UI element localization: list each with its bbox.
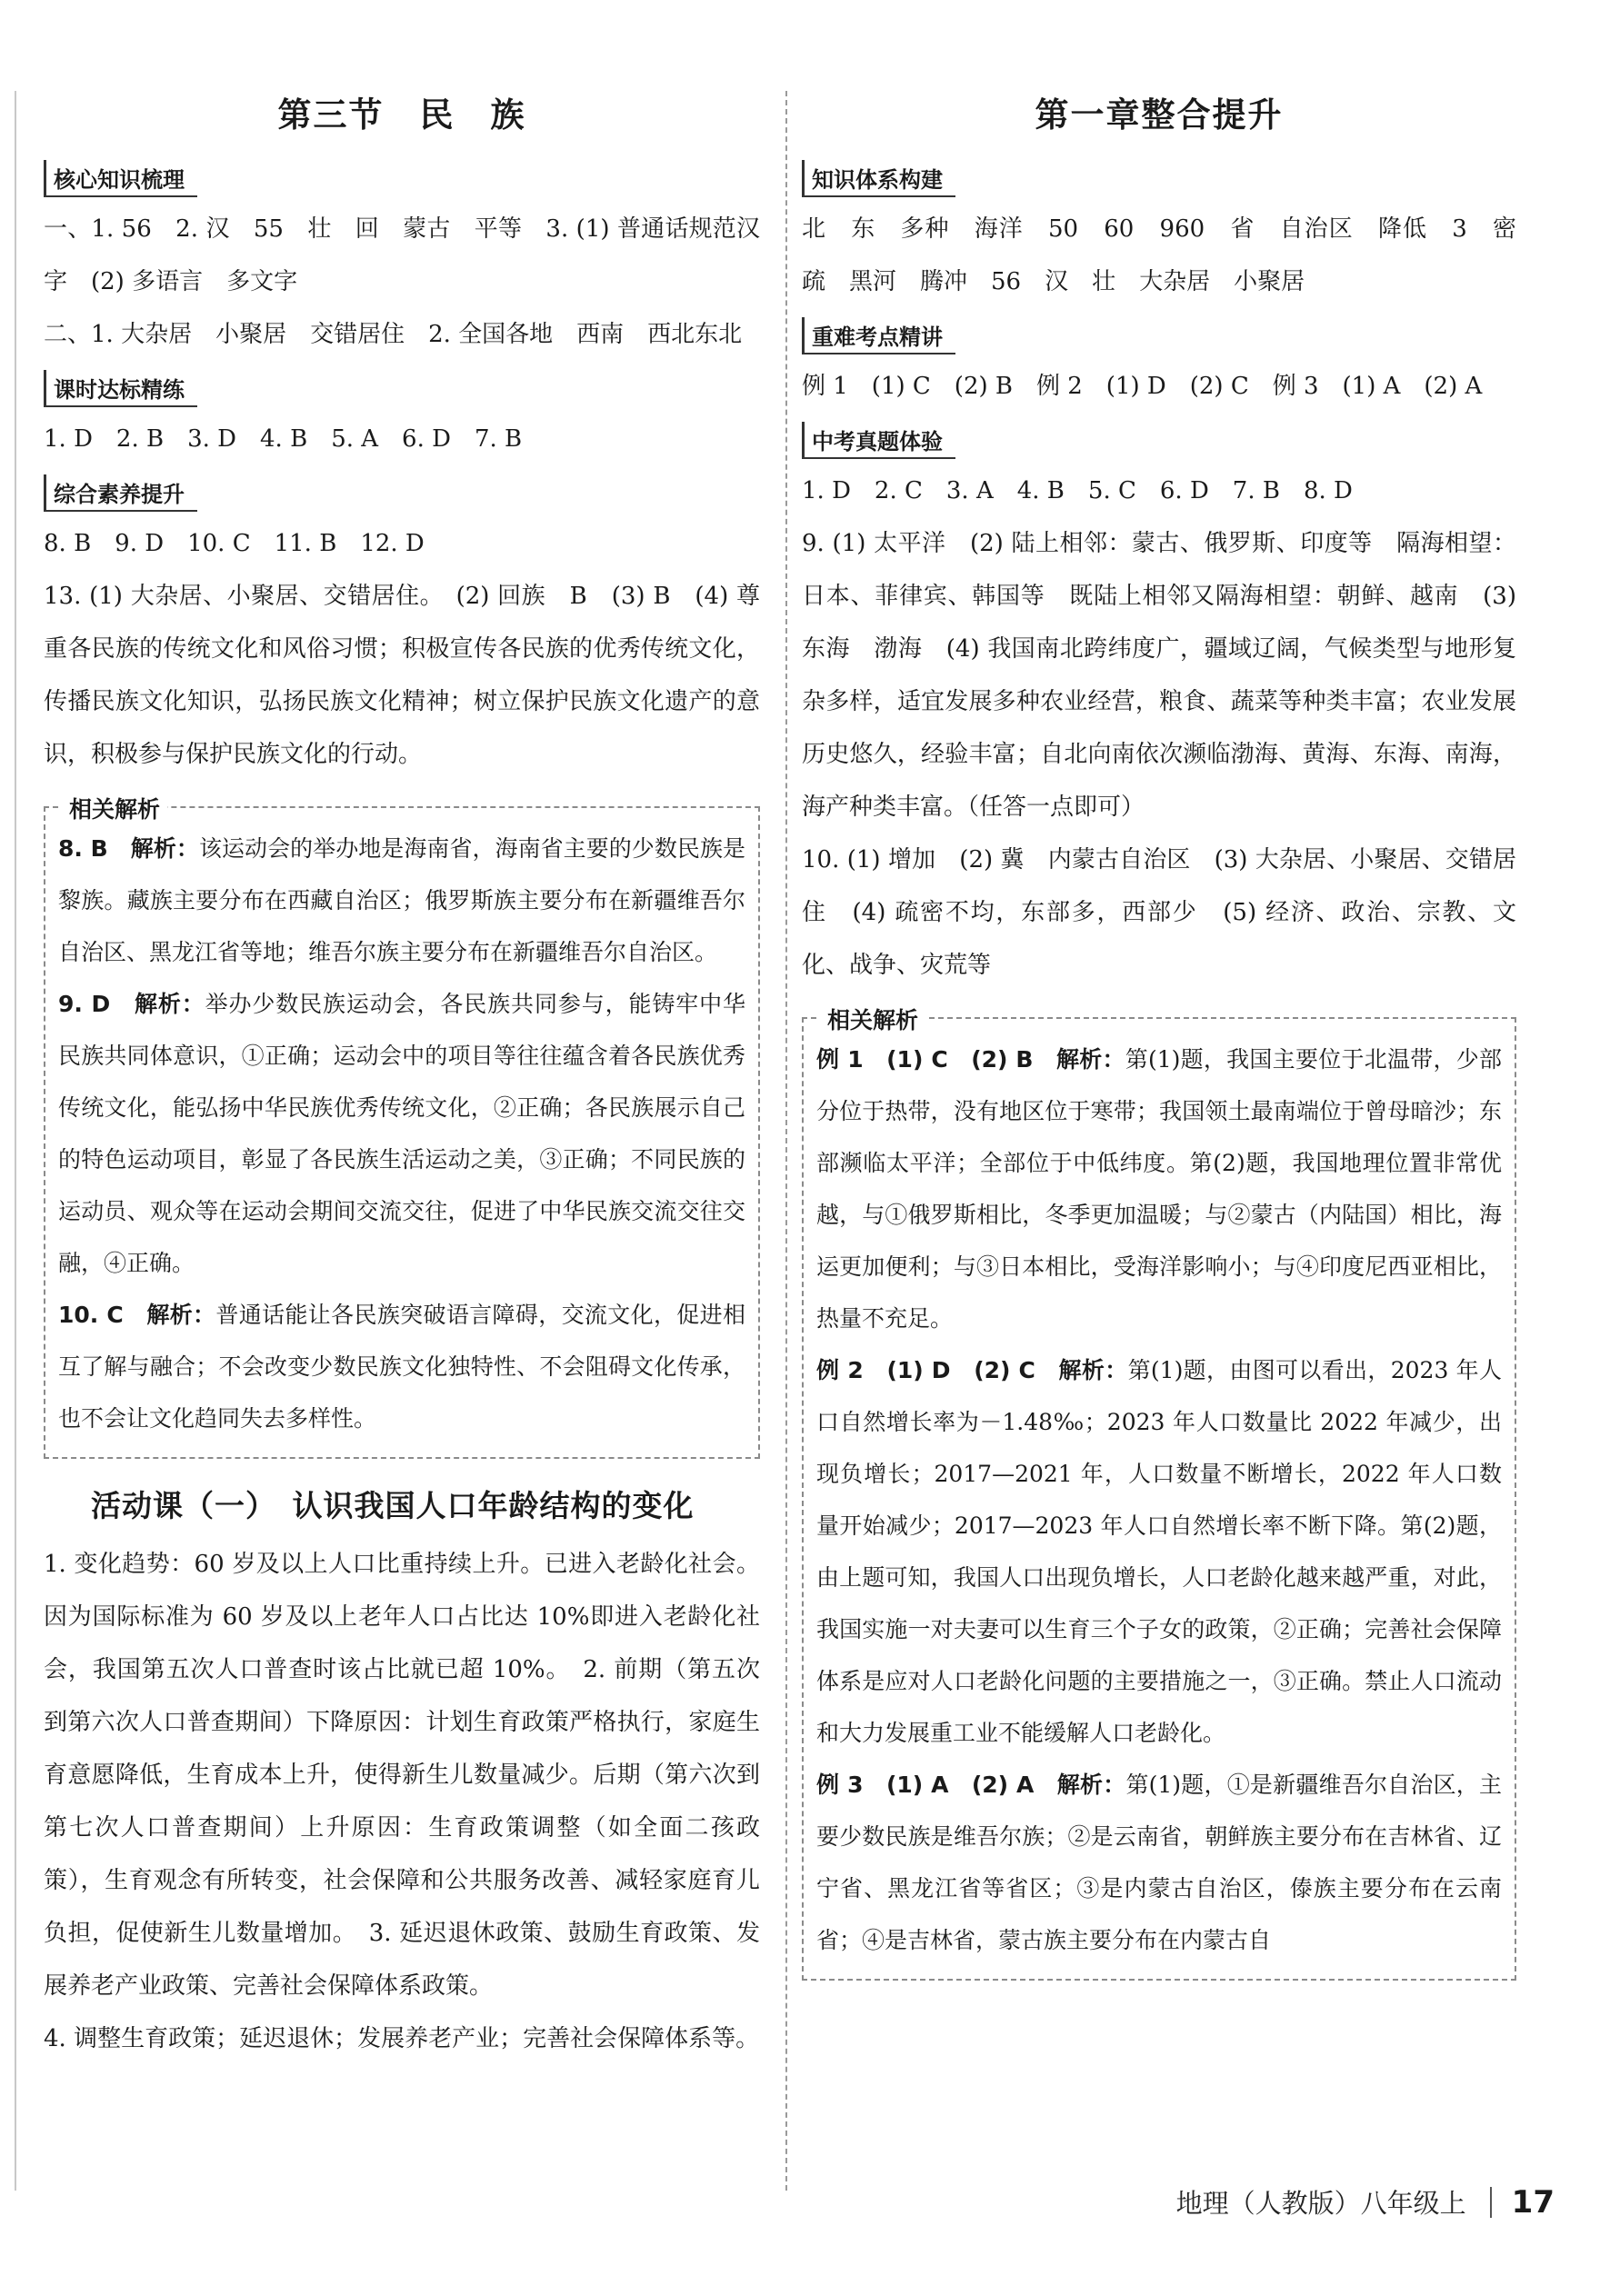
analysis-text: 举办少数民族运动会，各民族共同参与，能铸牢中华民族共同体意识，①正确；运动会中的项目等往往蕴含着各民族优秀传统文化，能弘扬中华民族优秀传统文化，②正确；各民族展示自己的特色运动项目，彰显了各民族生活运动之美，③正确；不同民族的运动员、观众等在运动会期间交流交往，促进了中华民族交流交往交融，④正确。 bbox=[58, 991, 745, 1276]
analysis-item bbox=[58, 978, 745, 1289]
heading-core-knowledge: 核心知识梳理 bbox=[44, 160, 197, 197]
analysis-text: 第(1)题，我国主要位于北温带，少部分位于热带，没有地区位于寒带；我国领土最南端位于曾母暗沙；东部濒临太平洋；全部位于中低纬度。第(2)题，我国地理位置非常优越，与①俄罗斯相比，冬季更加温暖；与②蒙古（内陆国）相比，海运更加便利；与③日本相比，受海洋影响小；与④印度尼西亚相比，热量不充足。 bbox=[816, 1046, 1502, 1332]
analysis-item bbox=[816, 1344, 1502, 1759]
answer-line: 二、1. 大杂居 小聚居 交错居住 2. 全国各地 西南 西北东北 bbox=[44, 321, 743, 348]
footer-divider bbox=[1490, 2187, 1492, 2218]
answer-line: 例 1 (1) C (2) B 例 2 (1) D (2) C 例 3 (1) A (2) A bbox=[802, 373, 1483, 400]
answer-line: 13. (1) 大杂居、小聚居、交错居住。 (2) 回族 B (3) B (4) 尊重各民族的传统文化和风俗习惯；积极宣传各民族的优秀传统文化，传播民族文化知识，弘扬民族文化精神；树立保护民族文化遗产的意识，积极参与保护民族文化的行动。 bbox=[44, 583, 760, 768]
left-margin-rule bbox=[15, 91, 16, 2191]
heading-knowledge-system: 知识体系构建 bbox=[802, 160, 955, 197]
column-divider bbox=[785, 91, 787, 2191]
analysis-key: 例 2 (1) D (2) C 解析： bbox=[816, 1357, 1128, 1383]
analysis-text: 第(1)题，①是新疆维吾尔自治区，主要少数民族是维吾尔族；②是云南省，朝鲜族主要分布在吉林省、辽宁省、黑龙江省等省区；③是内蒙古自治区，傣族主要分布在云南省；④是吉林省，蒙古族主要分布在内蒙古自 bbox=[816, 1772, 1502, 1953]
analysis-text: 该运动会的举办地是海南省，海南省主要的少数民族是黎族。藏族主要分布在西藏自治区；俄罗斯族主要分布在新疆维吾尔自治区、黑龙江省等地；维吾尔族主要分布在新疆维吾尔自治区。 bbox=[58, 835, 745, 965]
analysis-item bbox=[816, 1033, 1502, 1344]
analysis-item bbox=[58, 823, 745, 978]
analysis-text: 普通话能让各民族突破语言障碍，交流文化，促进相互了解与融合；不会改变少数民族文化独特性、不会阻碍文化传承，也不会让文化趋同失去多样性。 bbox=[58, 1302, 745, 1432]
subject-label: 地理（人教版）八年级上 bbox=[1175, 2188, 1466, 2219]
answer-line: 10. (1) 增加 (2) 冀 内蒙古自治区 (3) 大杂居、小聚居、交错居住 (4) 疏密不均，东部多，西部少 (5) 经济、政治、宗教、文化、战争、灾荒等 bbox=[802, 846, 1516, 979]
chapter-title: 第一章整合提升 bbox=[1035, 95, 1284, 135]
analysis-box bbox=[44, 796, 760, 1459]
analysis-text: 第(1)题，由图可以看出，2023 年人口自然增长率为－1.48‰；2023 年人口数量比 2022 年减少，出现负增长；2017—2021 年，人口数量不断增长，2022 年人口数量开始减少；2017—2023 年人口自然增长率不断下降。第(2)题，由上题可知，我国人口出现负增长，人口老龄化越来越严重，对此，我国实施一对夫妻可以生育三个子女的政策，②正确；完善社会保障体系是应对人口老龄化问题的主要措施之一，③正确。禁止人口流动和大力发展重工业不能缓解人口老龄化。 bbox=[816, 1357, 1502, 1746]
analysis-item bbox=[816, 1759, 1502, 1966]
page-footer bbox=[1176, 2183, 1555, 2221]
heading-lesson-practice: 课时达标精练 bbox=[44, 370, 197, 407]
analysis-box bbox=[802, 1007, 1516, 1981]
answer-line: 1. D 2. B 3. D 4. B 5. A 6. D 7. B bbox=[44, 425, 523, 453]
answer-line: 1. 变化趋势：60 岁及以上人口比重持续上升。已进入老龄化社会。因为国际标准为 60 岁及以上老年人口占比达 10%即进入老龄化社会，我国第五次人口普查时该占比就已超 10%。 2. 前期（第五次到第六次人口普查期间）下降原因：计划生育政策严格执行，家庭生育意愿降低，生育成本上升，使得新生儿数量减少。后期（第六次到第七次人口普查期间）上升原因：生育政策调整（如全面二孩政策），生育观念有所转变，社会保障和公共服务改善、减轻家庭育儿负担，促使新生儿数量增加。 3. 延迟退休政策、鼓励生育政策、发展养老产业政策、完善社会保障体系政策。 bbox=[44, 1551, 760, 2000]
answer-line: 9. (1) 太平洋 (2) 陆上相邻：蒙古、俄罗斯、印度等 隔海相望：日本、菲律宾、韩国等 既陆上相邻又隔海相望：朝鲜、越南 (3) 东海 渤海 (4) 我国南北跨纬度广，疆域辽阔，气候类型与地形复杂多样，适宜发展多种农业经营，粮食、蔬菜等种类丰富；农业发展历史悠久，经验丰富；自北向南依次濒临渤海、黄海、东海、南海，海产种类丰富。（任答一点即可） bbox=[802, 530, 1516, 821]
analysis-label: 相关解析 bbox=[820, 1003, 925, 1035]
analysis-key: 9. D 解析： bbox=[58, 991, 205, 1017]
analysis-key: 10. C 解析： bbox=[58, 1302, 216, 1328]
heading-key-points: 重难考点精讲 bbox=[802, 317, 955, 354]
answer-line: 北 东 多种 海洋 50 60 960 省 自治区 降低 3 密 疏 黑河 腾冲 56 汉 壮 大杂居 小聚居 bbox=[802, 215, 1541, 295]
answer-line: 一、1. 56 2. 汉 55 壮 回 蒙古 平等 3. (1) 普通话规范汉字 (2) 多语言 多文字 bbox=[44, 215, 760, 295]
heading-exam-questions: 中考真题体验 bbox=[802, 422, 955, 459]
answer-line: 4. 调整生育政策；延迟退休；发展养老产业；完善社会保障体系等。 bbox=[44, 2025, 760, 2052]
analysis-key: 8. B 解析： bbox=[58, 835, 199, 862]
analysis-label: 相关解析 bbox=[62, 792, 167, 824]
page-number: 17 bbox=[1511, 2183, 1555, 2221]
answer-line: 1. D 2. C 3. A 4. B 5. C 6. D 7. B 8. D bbox=[802, 477, 1353, 504]
left-column bbox=[44, 75, 760, 2065]
section-title: 第三节 民 族 bbox=[277, 95, 526, 135]
analysis-item bbox=[58, 1289, 745, 1444]
activity-title: 活动课（一） 认识我国人口年龄结构的变化 bbox=[91, 1488, 695, 1523]
analysis-key: 例 3 (1) A (2) A 解析： bbox=[816, 1772, 1126, 1798]
answer-line: 8. B 9. D 10. C 11. B 12. D bbox=[44, 530, 425, 557]
right-column bbox=[802, 75, 1541, 1981]
analysis-key: 例 1 (1) C (2) B 解析： bbox=[816, 1046, 1125, 1073]
heading-comprehensive: 综合素养提升 bbox=[44, 474, 197, 512]
